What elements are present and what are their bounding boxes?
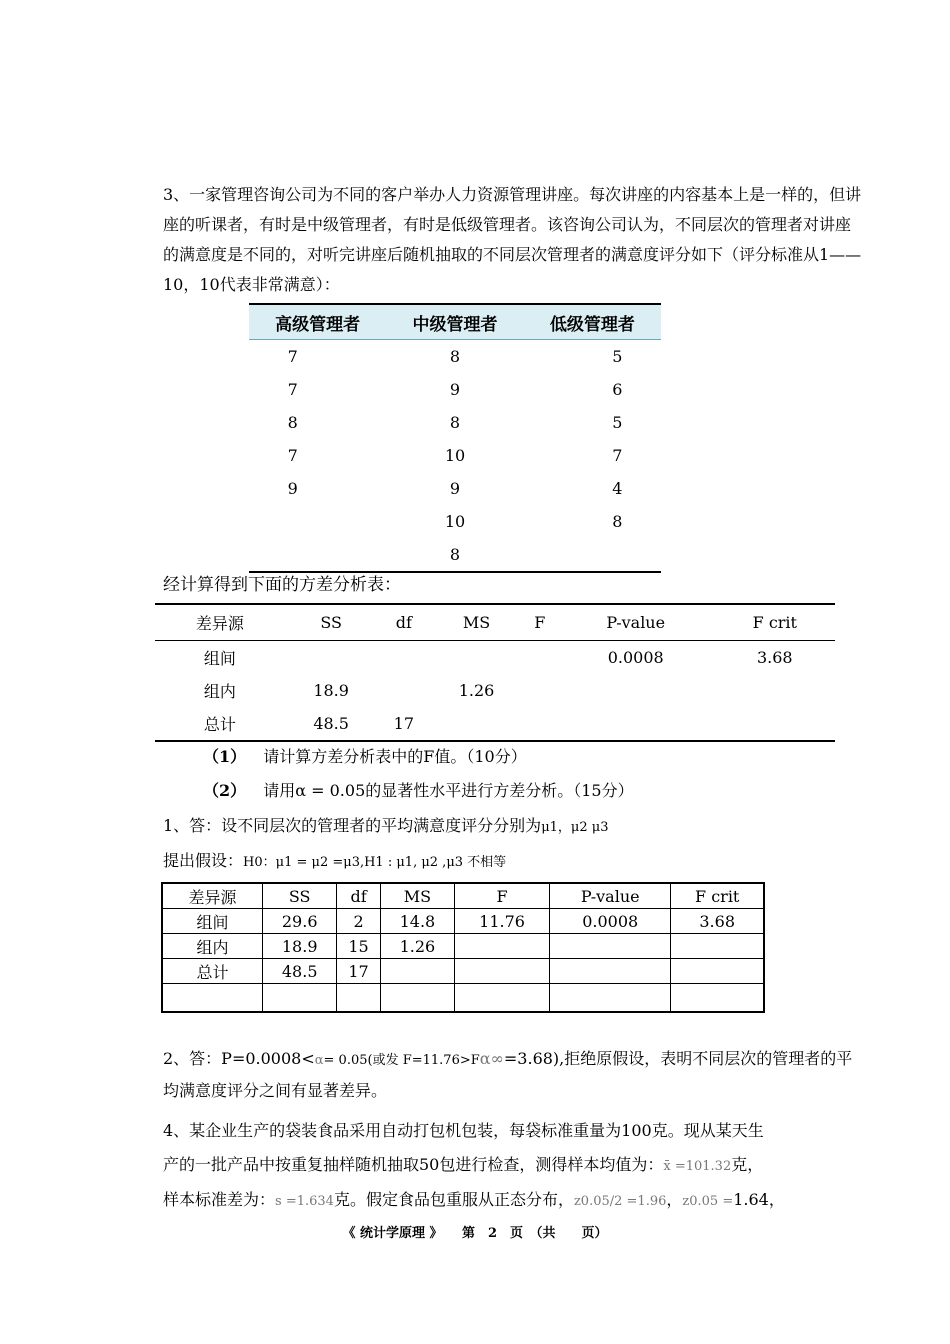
answer-header: F crit [671,883,764,909]
answer-header: SS [263,883,337,909]
table-cell: 18.9 [263,934,337,959]
table-cell: 总计 [155,707,285,741]
page-footer: 《 统计学原理 》 第 2 页 （共 页） [342,1226,608,1241]
table-cell: 0.0008 [550,909,671,934]
question-1-text: 请计算方差分析表中的F值。（10分） [263,747,527,766]
answer-1-text: 1、答：设不同层次的管理者的平均满意度评分分别为 [163,816,542,835]
table-cell: 7 [287,347,298,366]
table-cell: 8 [386,538,523,572]
table-cell: 17 [337,959,380,984]
anova-header: P-value [557,604,715,641]
table-row [162,934,764,959]
table-cell [671,984,764,1013]
table-cell [455,984,550,1013]
scores-table [249,303,661,573]
answer-2-tail: =3.68),拒绝原假设，表明不同层次的管理者的平均满意度评分之间有显著差异。 [163,1049,853,1100]
table-cell [285,641,378,675]
answer-2 [163,1044,863,1106]
table-row [249,373,661,406]
anova-header: df [377,604,430,641]
hypothesis-lead: 提出假设： [163,851,244,870]
scores-header: 高级管理者 [249,304,386,340]
table-cell: 17 [377,707,430,741]
question-4-line-3 [163,1187,785,1210]
hypothesis [163,848,506,871]
table-cell: 4 [612,479,623,498]
anova-header: F [523,604,557,641]
table-cell: 8 [449,413,461,432]
table-cell [380,984,454,1013]
answer-1-vars: μ1，μ2 μ3 [541,820,609,835]
anova-header: SS [285,604,378,641]
scores-header: 低级管理者 [524,304,661,340]
table-cell [523,674,557,707]
table-cell: 1.26 [380,934,454,959]
z-value-1: z0.05/2 =1.96 [573,1194,667,1209]
table-cell [524,538,661,572]
q4-line-3-text: 样本标准差为： [163,1190,276,1209]
table-cell: 8 [612,512,623,531]
table-row [155,707,835,741]
answer-1 [163,813,608,836]
table-cell: 9 [449,479,461,498]
table-cell: 3.68 [671,909,764,934]
table-row [249,406,661,439]
table-cell [715,674,835,707]
answer-header: F [455,883,550,909]
table-cell [377,674,430,707]
answer-header: P-value [550,883,671,909]
table-row [249,340,661,374]
table-cell [377,641,430,675]
table-cell: 14.8 [380,909,454,934]
table-cell: 7 [612,446,623,465]
question-3-text: 3、一家管理咨询公司为不同的客户举办人力资源管理讲座。每次讲座的内容基本上是一样的，但讲座的听课者，有时是中级管理者，有时是低级管理者。该咨询公司认为，不同层次的管理者对讲座的满意度是不同的，对听完讲座后随机抽取的不同层次管理者的满意度评分如下（评分标准从1——10，10代表非常满意）： [163,185,862,294]
answer-2-lead: 2、答：P=0.0008< [163,1049,315,1068]
table-cell [671,934,764,959]
table-cell: 6 [612,380,623,399]
table-cell: 48.5 [263,959,337,984]
anova-header: 差异源 [155,604,285,641]
table-row [162,959,764,984]
sample-std: s =1.634 [275,1194,334,1209]
table-cell [557,674,715,707]
table-cell [455,934,550,959]
table-cell: 3.68 [756,648,793,667]
question-1 [203,744,527,767]
table-cell [715,707,835,741]
answer-header: 差异源 [162,883,263,909]
table-cell [550,934,671,959]
answer-header: MS [380,883,454,909]
table-cell: 7 [287,380,298,399]
table-cell [455,959,550,984]
q4-separator: ， [666,1190,683,1209]
alpha-symbol: α [314,1053,324,1068]
table-cell [430,641,523,675]
table-cell: 0.0008 [607,648,664,667]
table-cell: 8 [287,413,298,432]
table-cell [671,959,764,984]
q4-line-3-mid: 克。假定食品包重服从正态分布， [333,1190,574,1209]
answer-anova-table [161,882,765,1013]
table-cell: 48.5 [285,707,378,741]
table-cell: 7 [287,446,298,465]
table-cell [263,984,337,1013]
question-2 [203,778,634,801]
table-row [162,909,764,934]
table-cell: 5 [612,413,623,432]
f-subscript: α∞ [479,1049,504,1068]
q4-line-3-end: 1.64， [733,1190,785,1209]
table-row [249,439,661,472]
hypothesis-formula: H0：μ1 = μ2 =μ3,H1 : μ1, μ2 ,μ3 不相等 [243,855,507,870]
table-cell: 组内 [162,934,263,959]
table-cell: 9 [449,380,461,399]
table-row [249,538,661,572]
table-cell: 组内 [203,682,236,701]
table-cell: 总计 [162,959,263,984]
table-cell [430,707,523,741]
table-row [155,641,835,675]
table-cell [249,505,386,538]
question-2-text: 请用α = 0.05的显著性水平进行方差分析。（15分） [263,781,634,800]
anova-table [155,603,835,742]
table-cell [557,707,715,741]
table-row [249,505,661,538]
table-cell: 1.26 [458,681,495,700]
anova-intro: 经计算得到下面的方差分析表： [163,575,401,595]
table-cell [380,959,454,984]
table-cell: 15 [337,934,380,959]
table-cell: 5 [612,347,623,366]
table-cell [249,538,386,572]
question-4-line-1: 4、某企业生产的袋装食品采用自动打包机包装，每袋标准重量为100克。现从某天生 [163,1121,764,1140]
table-cell [550,959,671,984]
q4-line-2-text: 产的一批产品中按重复抽样随机抽取50包进行检查，测得样本均值为： [163,1155,664,1174]
table-cell [337,984,380,1013]
answer-header: df [337,883,380,909]
table-cell: 组间 [203,649,236,668]
table-cell: 29.6 [263,909,337,934]
z-value-2: z0.05 = [682,1194,734,1209]
anova-header: MS [430,604,523,641]
table-cell [162,984,263,1013]
table-cell: 2 [337,909,380,934]
table-cell: 组间 [162,909,263,934]
table-cell [550,984,671,1013]
table-cell: 10 [444,512,466,531]
question-4-line-2 [163,1152,763,1175]
table-cell: 11.76 [455,909,550,934]
scores-header: 中级管理者 [386,304,523,340]
q4-unit: 克， [731,1155,764,1174]
sample-mean: x̄ =101.32 [663,1159,732,1174]
table-row [162,984,764,1013]
question-2-number: （2） [203,781,247,800]
question-1-number: （1） [203,747,247,766]
table-cell: 10 [444,446,466,465]
table-cell: 8 [449,347,461,366]
table-row [155,674,835,707]
table-cell [523,641,557,675]
table-cell [523,707,557,741]
table-cell: 9 [287,479,298,498]
anova-header: F crit [715,604,835,641]
table-row [249,472,661,505]
table-cell: 18.9 [313,681,349,700]
answer-2-mid: = 0.05(或发 F=11.76>F [323,1053,480,1068]
